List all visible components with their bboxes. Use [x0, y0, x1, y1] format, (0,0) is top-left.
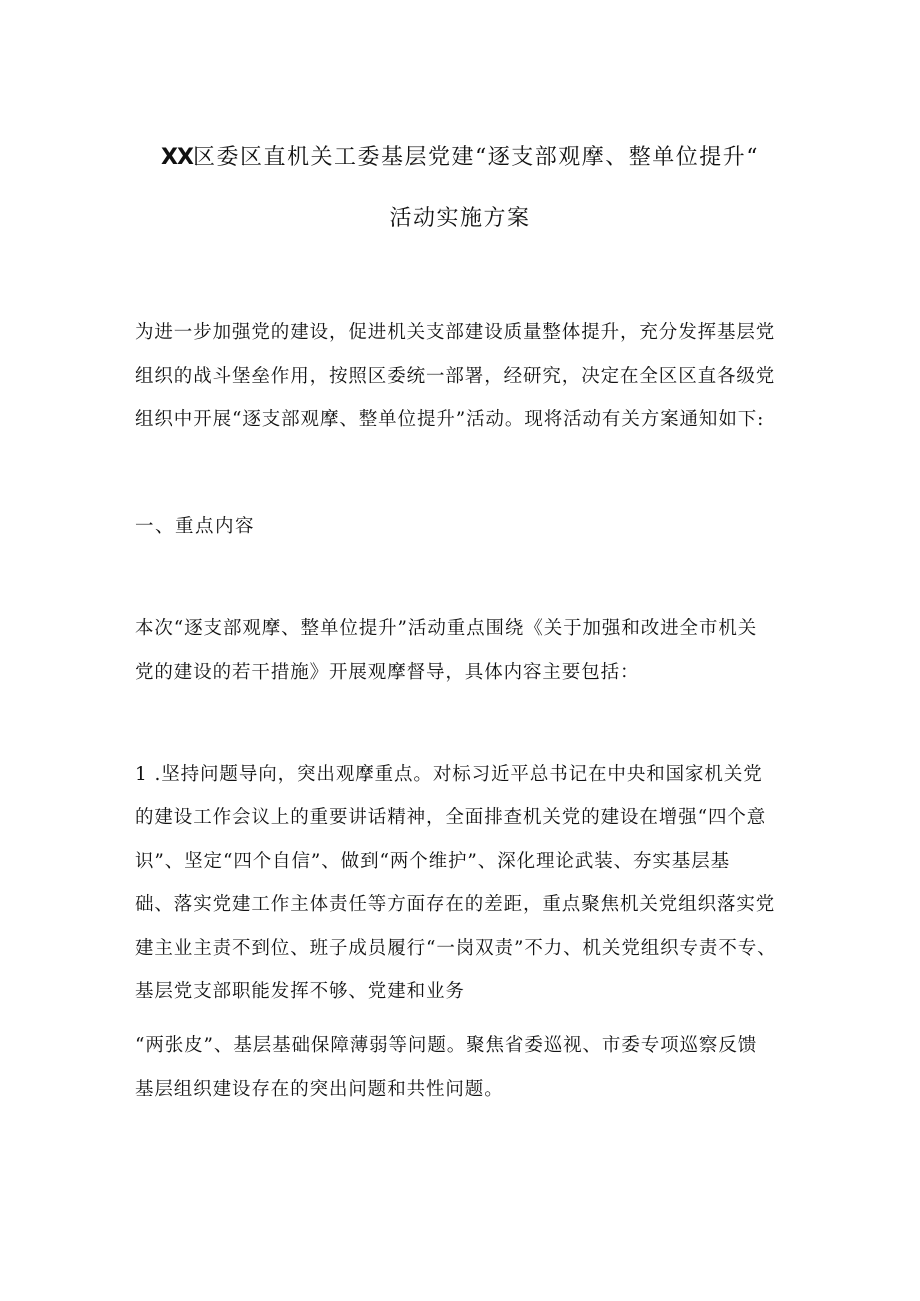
intro-line-1: 为进一步加强党的建设，促进机关支部建设质量整体提升，充分发挥基层党 [135, 322, 776, 343]
title-text: 区委区直机关工委基层党建“逐支部观摩、整单位提升“ [192, 145, 759, 170]
item-1-line-7: “两张皮”、基层基础保障薄弱等问题。聚焦省委巡视、市委专项巡察反馈 [135, 1035, 758, 1056]
intro-line-2: 组织的战斗堡垒作用，按照区委统一部署，经研究，决定在全区区直各级党 [135, 366, 776, 387]
section-1-heading: 一、重点内容 [135, 516, 256, 537]
section-1-intro-line-2: 党的建设的若干措施》开展观摩督导，具体内容主要包括： [135, 662, 640, 683]
item-1-line-1: 1 .坚持问题导向，突出观摩重点。对标习近平总书记在中央和国家机关党 [135, 764, 763, 785]
section-1-intro-line-1: 本次“逐支部观摩、整单位提升”活动重点围绕《关于加强和改进全市机关 [135, 618, 758, 639]
title-prefix: XX [161, 145, 193, 170]
document-title-line-2: 活动实施方案 [389, 206, 531, 231]
item-1-line-3: 识”、坚定“四个自信”、做到“两个维护”、深化理论武装、夯实基层基 [135, 851, 730, 872]
item-1-line-5: 建主业主责不到位、班子成员履行“一岗双责”不力、机关党组织专责不专、 [135, 938, 777, 959]
item-1-line-4: 础、落实党建工作主体责任等方面存在的差距，重点聚焦机关党组织落实党 [135, 894, 776, 915]
item-1-line-2: 的建设工作会议上的重要讲话精神，全面排查机关党的建设在增强“四个意 [135, 807, 767, 828]
intro-line-3: 组织中开展“逐支部观摩、整单位提升”活动。现将活动有关方案通知如下: [135, 409, 765, 430]
item-1-line-6: 基层党支部职能发挥不够、党建和业务 [135, 981, 465, 1002]
item-1-line-8: 基层组织建设存在的突出问题和共性问题。 [135, 1079, 504, 1100]
document-title-line-1 [0, 140, 920, 171]
